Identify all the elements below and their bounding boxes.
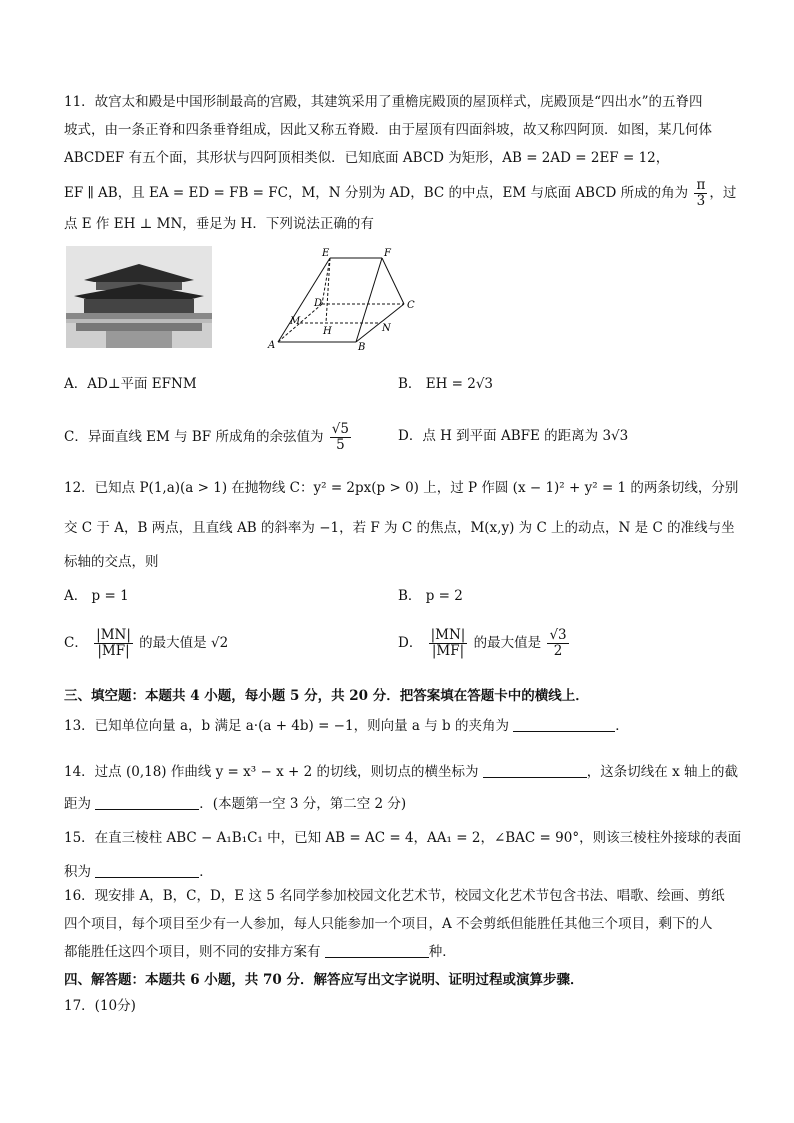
q12-line-2: 交 C 于 A，B 两点，且直线 AB 的斜率为 −1，若 F 为 C 的焦点，M(x,y) 为 C 上的动点，N 是 C 的准线与坐 <box>64 520 735 536</box>
q11-option-a: A．AD⊥平面 EFNM <box>64 376 197 392</box>
q11-line-2: 坡式，由一条正脊和四条垂脊组成，因此又称五脊殿．由于屋顶有四面斜坡，故又称四阿顶．如图，某几何体 <box>64 122 712 138</box>
vertex-label-b: B <box>358 342 366 352</box>
vertex-label-f: F <box>384 248 391 259</box>
q11-line-4-text: EF ∥ AB，且 EA = ED = FB = FC，M，N 分别为 AD，BC 的中点，EM 与底面 ABCD 所成的角为 <box>64 185 689 201</box>
q12-line-1: 12．已知点 P(1,a)(a > 1) 在抛物线 C：y² = 2px(p > 0) 上，过 P 作圆 (x − 1)² + y² = 1 的两条切线，分别 <box>64 480 739 496</box>
q14-line-2 <box>64 794 734 814</box>
q14-text-1: 14．过点 (0,18) 作曲线 y = x³ − x + 2 的切线，则切点的横坐标为 <box>64 764 479 780</box>
q12-option-c <box>64 628 228 659</box>
ratio-denominator-d: |MF| <box>431 643 465 659</box>
q13-text: 13．已知单位向量 a，b 满足 a·(a + 4b) = −1，则向量 a 与 b 的夹角为 <box>64 718 509 734</box>
q12-option-c-text: 的最大值是 √2 <box>139 635 229 651</box>
q11-option-d: D．点 H 到平面 ABFE 的距离为 3√3 <box>398 428 629 444</box>
vertex-label-c: C <box>407 300 415 311</box>
q14-text-3: 距为 <box>64 796 91 812</box>
q14-answer-blank-1[interactable] <box>483 763 587 778</box>
q11-option-c <box>64 422 353 453</box>
q11-line-4-end: ，过 <box>709 185 737 201</box>
cosine-fraction <box>330 422 351 453</box>
q12-option-c-label: C． <box>64 635 88 651</box>
ratio-numerator-c: |MN| <box>96 627 131 643</box>
max-value-numerator: √3 <box>549 627 567 643</box>
q11-line-5: 点 E 作 EH ⊥ MN，垂足为 H．下列说法正确的有 <box>64 216 374 232</box>
q12-line-3: 标轴的交点，则 <box>64 554 159 570</box>
polyhedron-figure <box>264 244 424 356</box>
section-4-heading: 四、解答题：本题共 6 小题，共 70 分．解答应写出文字说明、证明过程或演算步骤． <box>64 972 584 988</box>
q17-heading: 17．(10分) <box>64 998 136 1014</box>
section-3-heading: 三、填空题：本题共 4 小题，每小题 5 分，共 20 分．把答案填在答题卡中的横线上． <box>64 688 589 704</box>
q15-end: ． <box>199 864 213 880</box>
ratio-denominator-c: |MF| <box>97 643 130 659</box>
q12-option-d-text: 的最大值是 <box>473 635 542 651</box>
q16-line-1: 16．现安排 A，B，C，D，E 这 5 名同学参加校园文化艺术节，校园文化艺术节包含书法、唱歌、绘画、剪纸 <box>64 888 725 904</box>
q13-answer-blank[interactable] <box>513 717 615 732</box>
ratio-fraction-d <box>429 628 468 659</box>
cosine-numerator: √5 <box>331 421 349 437</box>
cosine-denominator: 5 <box>336 437 345 453</box>
q15-line-2 <box>64 862 734 882</box>
q12-option-d <box>398 628 571 659</box>
palace-photo <box>66 246 212 348</box>
q13-line <box>64 716 734 736</box>
q13-end: ． <box>615 718 629 734</box>
q14-text-2: ，这条切线在 x 轴上的截 <box>586 764 738 780</box>
q14-answer-blank-2[interactable] <box>95 795 199 810</box>
q14-line-1 <box>64 762 738 782</box>
ratio-numerator-d: |MN| <box>430 627 466 643</box>
q14-text-4: ．(本题第一空 3 分，第二空 2 分) <box>199 796 407 812</box>
q11-line-4 <box>64 177 737 209</box>
q11-line-1: 11．故宫太和殿是中国形制最高的宫殿，其建筑采用了重檐庑殿顶的屋顶样式，庑殿顶是“四出水”的五脊四 <box>64 94 703 110</box>
q11-option-c-text: C．异面直线 EM 与 BF 所成角的余弦值为 <box>64 429 324 445</box>
q16-line-3 <box>64 942 734 962</box>
q15-answer-blank[interactable] <box>95 863 199 878</box>
q15-line-1: 15．在直三棱柱 ABC − A₁B₁C₁ 中，已知 AB = AC = 4，AA₁ = 2，∠BAC = 90°，则该三棱柱外接球的表面 <box>64 830 742 846</box>
max-value-denominator: 2 <box>553 643 563 659</box>
q16-end: 种． <box>428 944 456 960</box>
angle-fraction <box>694 178 707 209</box>
vertex-label-m: M <box>290 316 301 327</box>
q12-option-d-label: D． <box>398 635 423 651</box>
angle-denominator: 3 <box>696 193 706 209</box>
vertex-label-d: D <box>314 298 323 309</box>
q11-option-b: B． EH = 2√3 <box>398 376 494 392</box>
max-value-fraction <box>547 628 568 659</box>
ratio-fraction-c <box>94 628 133 659</box>
vertex-label-a: A <box>268 340 276 351</box>
q16-text: 都能胜任这四个项目，则不同的安排方案有 <box>64 944 321 960</box>
q16-answer-blank[interactable] <box>325 943 429 958</box>
q16-line-2: 四个项目，每个项目至少有一人参加，每人只能参加一个项目，A 不会剪纸但能胜任其他三个项目，剩下的人 <box>64 916 713 932</box>
q12-option-b: B． p = 2 <box>398 588 463 604</box>
angle-numerator: π <box>696 177 706 193</box>
q12-option-a: A． p = 1 <box>64 588 129 604</box>
vertex-label-e: E <box>322 248 330 259</box>
q11-line-3: ABCDEF 有五个面，其形状与四阿顶相类似．已知底面 ABCD 为矩形，AB = 2AD = 2EF = 12， <box>64 150 670 166</box>
vertex-label-h: H <box>323 326 332 337</box>
vertex-label-n: N <box>382 323 391 334</box>
q15-text: 积为 <box>64 864 91 880</box>
